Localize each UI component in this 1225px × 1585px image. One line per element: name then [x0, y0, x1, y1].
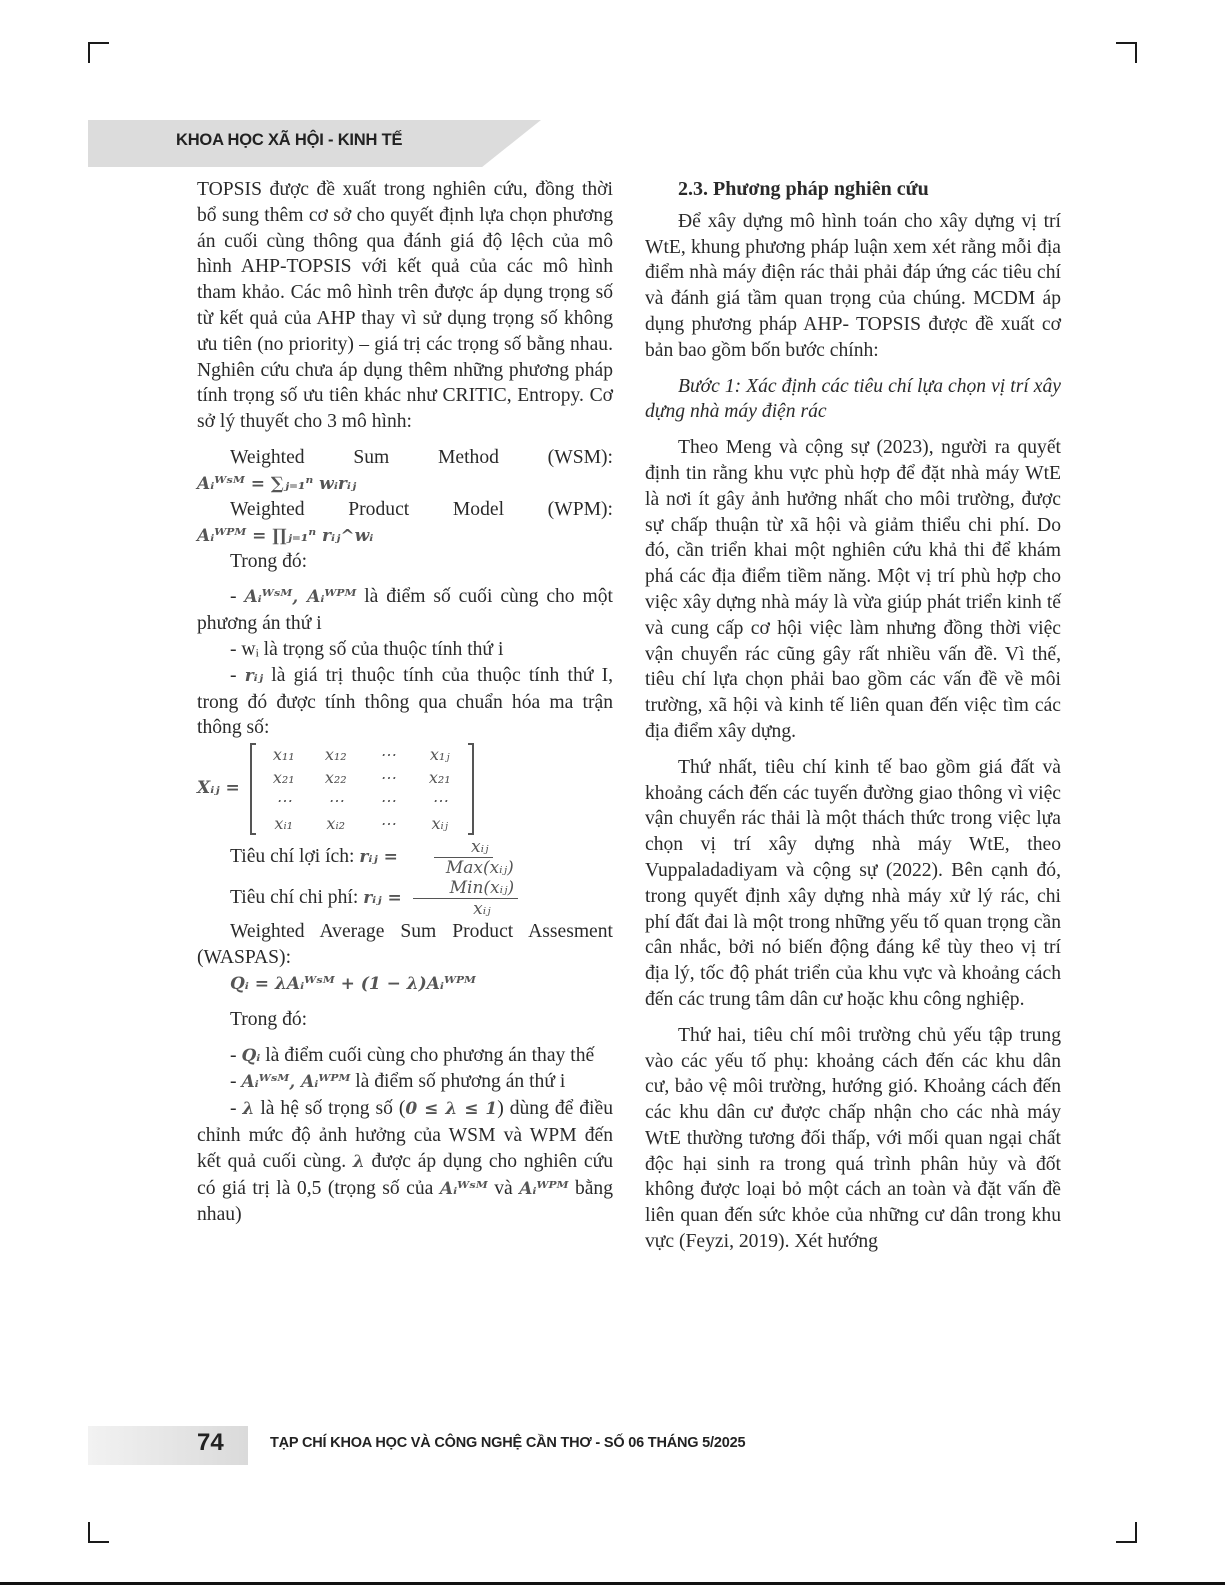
wsm-symbol-3: Aᵢᵂˢᴹ — [439, 1178, 488, 1199]
cost-lhs: rᵢⱼ = — [363, 888, 402, 909]
intro-paragraph: TOPSIS được đề xuất trong nghiên cứu, đồng thời bổ sung thêm cơ sở cho quyết định lựa chọn phương án cuối cùng thông qua đánh giá độ lệch của mô hình AHP-TOPSIS với kết quả của các mô hình tham khảo. Các mô hình trên được áp dụng trọng số từ kết quả của AHP thay vì sử dụng trọng số không ưu tiên (no priority) – giá trị các trọng số bằng nhau. Nghiên cứu chưa áp dụng thêm những phương pháp tính trọng số ưu tiên khác như CRITIC, Entropy. Cơ sở lý thuyết cho 3 mô hình: — [197, 179, 613, 433]
crop-mark-top-right — [1116, 42, 1137, 63]
lambda-symbol: λ — [242, 1099, 255, 1120]
wsm-formula-text: Aᵢᵂˢᴹ = ∑ⱼ₌₁ⁿ wᵢrᵢⱼ — [197, 473, 357, 494]
benefit-fraction — [409, 837, 518, 878]
matrix-cell: ⋯ — [379, 791, 396, 811]
matrix-cell: ⋯ — [379, 745, 396, 765]
matrix-cell: x₂₁ — [272, 768, 295, 788]
benefit-criterion — [197, 837, 613, 878]
journal-title: TẠP CHÍ KHOA HỌC VÀ CÔNG NGHỆ CẦN THƠ - SỐ 06 THÁNG 5/2025 — [270, 1435, 746, 1451]
lambda-text-b: ) dùng để điều chỉnh mức độ ảnh hưởng của WSM và WPM đến kết quả cuối cùng. — [197, 1098, 613, 1172]
benefit-numerator: xᵢⱼ — [434, 837, 493, 858]
cost-denominator: xᵢⱼ — [473, 899, 491, 920]
matrix-cell: x₂₂ — [324, 768, 347, 788]
definition-scores-2: - Aᵢᵂˢᴹ, Aᵢᵂᴾᴹ là điểm số phương án thứ i — [230, 1071, 566, 1093]
lambda-text-a: là hệ số trọng số ( — [260, 1098, 406, 1120]
where-label-1: Trong đó: — [230, 550, 308, 572]
matrix-cell: x₁ⱼ — [429, 745, 450, 765]
lambda-and: và — [494, 1177, 513, 1199]
matrix-cell: x₁₁ — [272, 745, 295, 765]
definition-lambda: - λ là hệ số trọng số (0 ≤ λ ≤ 1) dùng để điều chỉnh mức độ ảnh hưởng của WSM và WPM đến kết quả cuối cùng. λ được áp dụng cho nghiên cứu có giá trị là 0,5 (trọng số của Aᵢᵂˢᴹ và Aᵢᵂᴾᴹ bằng nhau) — [197, 1098, 614, 1226]
definition-weight: - wᵢ là trọng số của thuộc tính thứ i — [230, 638, 504, 660]
lambda-range: 0 ≤ λ ≤ 1 — [405, 1099, 498, 1120]
crop-mark-bottom-left — [88, 1522, 109, 1543]
scores-text-2: là điểm số phương án thứ i — [355, 1071, 566, 1093]
benefit-label: Tiêu chí lợi ích: — [230, 846, 355, 868]
matrix-cell: xᵢⱼ — [431, 814, 448, 834]
decision-matrix — [197, 741, 613, 837]
right-column — [645, 177, 1061, 1255]
scores-text: là điểm số cuối cùng cho một phương án thứ i — [197, 586, 613, 635]
page-number: 74 — [197, 1429, 224, 1456]
cost-label: Tiêu chí chi phí: — [230, 887, 359, 909]
matrix-cell: xᵢ₁ — [274, 814, 294, 834]
benefit-denominator: Max(xᵢⱼ) — [445, 858, 514, 879]
wpm-symbol-3: Aᵢᵂᴾᴹ — [519, 1178, 569, 1199]
wsm-label: Weighted Sum Method (WSM): — [230, 446, 613, 468]
qi-symbol: Qᵢ — [241, 1045, 261, 1066]
crop-mark-top-left — [88, 42, 109, 63]
matrix-cell: ⋯ — [327, 791, 344, 811]
lambda-end: bằng nhau) — [197, 1177, 614, 1226]
matrix-cell: x₁₂ — [324, 745, 347, 765]
method-paragraph: Để xây dựng mô hình toán cho xây dựng vị trí WtE, khung phương pháp luận xem xét rằng mỗi địa điểm nhà máy điện rác thải phải đáp ứng các tiêu chí và đánh giá tầm quan trọng của chúng. MCDM áp dụng phương pháp AHP- TOPSIS được đề xuất cơ bản bao gồm bốn bước chính: — [645, 210, 1061, 361]
matrix-cell: ⋯ — [431, 791, 448, 811]
matrix-cell: ⋯ — [275, 791, 292, 811]
matrix-grid — [250, 743, 474, 835]
wpm-label: Weighted Product Model (WPM): — [230, 498, 613, 520]
economic-criteria-paragraph: Thứ nhất, tiêu chí kinh tế bao gồm giá đất và khoảng cách đến các tuyến đường giao thông vì việc vận chuyển rác thải là một thách thức trong việc lựa chọn vị trí xây dựng nhà máy WtE, theo Vuppaladadiyam và cộng sự (2022). Bên cạnh đó, trong quyết định xây dựng nhà máy xử lý rác, chi phí đất đai là một trong những yếu tố quan trọng cần cân nhắc, bởi nó biến động đáng kể tùy theo vị trí địa lý, tốc độ phát triển của khu vực và khoảng cách đến các trung tâm dân cư hoặc khu công nghiệp. — [645, 756, 1061, 1010]
footer-band — [88, 1426, 248, 1465]
waspas-formula-text: Qᵢ = λAᵢᵂˢᴹ + (1 − λ)Aᵢᵂᴾᴹ — [230, 973, 476, 994]
cost-fraction — [413, 878, 519, 919]
matrix-cell: xᵢ₂ — [326, 814, 346, 834]
cost-numerator: Min(xᵢⱼ) — [413, 878, 519, 899]
qi-text: là điểm cuối cùng cho phương án thay thế — [265, 1044, 595, 1066]
matrix-cell: ⋯ — [379, 768, 396, 788]
definition-rij: - rᵢⱼ là giá trị thuộc tính của thuộc tính thứ I, trong đó được tính thông qua chuẩn hóa ma trận thông số: — [197, 664, 613, 739]
definition-qi: - Qᵢ là điểm cuối cùng cho phương án thay thế — [230, 1044, 595, 1066]
scores-symbol: Aᵢᵂˢᴹ, Aᵢᵂᴾᴹ — [244, 587, 357, 608]
step-1-heading: Bước 1: Xác định các tiêu chí lựa chọn vị trí xây dựng nhà máy điện rác — [645, 375, 1061, 423]
benefit-lhs: rᵢⱼ = — [359, 847, 398, 868]
matrix-cell: ⋯ — [379, 814, 396, 834]
wpm-formula — [197, 523, 613, 549]
left-column — [197, 177, 613, 1228]
meng-paragraph: Theo Meng và cộng sự (2023), người ra quyết định tin rằng khu vực phù hợp để đặt nhà máy WtE là nơi ít gây ảnh hưởng nhất cho môi trường, được sự chấp thuận từ xã hội và giảm thiểu chi phí. Do đó, cần triển khai một nghiên cứu khả thi để khám phá các địa điểm tiềm năng. Một vị trí phù hợp cho việc xây dựng nhà máy là vừa giúp phát triển kinh tế và cung cấp cơ hội việc làm nhưng đồng thời việc vận chuyển rác cũng gây rất nhiều vấn đề. Vì thế, tiêu chí lựa chọn phải bao gồm các vấn đề về môi trường, xã hội và kinh tế liên quan đến việc tìm các địa điểm xây dựng. — [645, 437, 1061, 742]
matrix-cell: x₂₁ — [428, 768, 451, 788]
scores-symbol-2: Aᵢᵂˢᴹ, Aᵢᵂᴾᴹ — [241, 1072, 351, 1093]
waspas-label: Weighted Average Sum Product Assesment (WASPAS): — [197, 921, 613, 968]
section-heading: 2.3. Phương pháp nghiên cứu — [678, 178, 929, 200]
where-label-2: Trong đó: — [230, 1008, 308, 1030]
definition-scores: - Aᵢᵂˢᴹ, Aᵢᵂᴾᴹ là điểm số cuối cùng cho một phương án thứ i — [197, 586, 613, 635]
wpm-formula-text: Aᵢᵂᴾᴹ = ∏ⱼ₌₁ⁿ rᵢⱼ^wᵢ — [197, 525, 374, 546]
crop-mark-bottom-right — [1116, 1522, 1137, 1543]
waspas-formula — [197, 971, 613, 997]
rij-text: là giá trị thuộc tính của thuộc tính thứ I, trong đó được tính thông qua chuẩn hóa ma trận thông số: — [197, 664, 613, 739]
section-header: KHOA HỌC XÃ HỘI - KINH TẾ — [176, 131, 403, 149]
lambda-text-c: được áp dụng cho nghiên cứu có giá trị là 0,5 (trọng số của — [197, 1150, 613, 1199]
rij-symbol: rᵢⱼ — [244, 665, 264, 686]
environmental-criteria-paragraph: Thứ hai, tiêu chí môi trường chủ yếu tập trung vào các yếu tố phụ: khoảng cách đến các khu dân cư, bảo vệ môi trường, hướng gió. Khoảng cách đến các khu dân cư được chấp nhận cho các nhà máy WtE thường tương đối thấp, với mối quan ngại chất độc hại sinh ra trong quá trình phân hủy và đốt không được loại bỏ một cách an toàn và đặt vấn đề liên quan đến sức khỏe của những cư dân trong khu vực (Feyzi, 2019). Xét hướng — [645, 1024, 1061, 1253]
wsm-formula — [197, 471, 613, 497]
matrix-lhs: Xᵢⱼ = — [197, 778, 240, 799]
lambda-symbol-2: λ — [352, 1151, 365, 1172]
cost-criterion — [197, 878, 613, 919]
